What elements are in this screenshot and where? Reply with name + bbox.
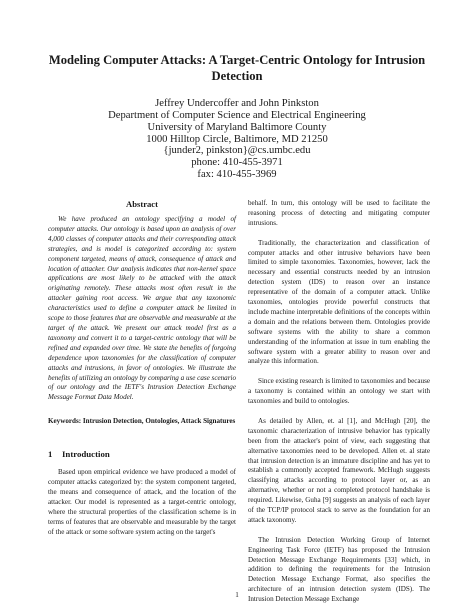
body-paragraph: As detailed by Allen, et. al [1], and McHugh [20], the taxonomic characterization of intrusive behavior has typically been from the attacker's point of view, each suggesting that alternative taxonomies need to be developed. Allen et. al state that intrusion detection is an immature discipline and has yet to establish a commonly accepted framework. McHugh suggests classifying attacks according to protocol layer or, as an alternative, whether or not a completed protocol handshake is required. Likewise, Guha [9] suggests an analysis of each layer of the TCP/IP protocol stack to serve as the foundation for an attack taxonomy. [248, 416, 430, 524]
page-number: 1 [235, 591, 239, 599]
right-column [248, 199, 430, 605]
abstract-heading: Abstract [126, 199, 158, 209]
author-phone: phone: 410-455-3971 [191, 157, 283, 169]
author-address: 1000 Hilltop Circle, Baltimore, MD 21250 [146, 133, 328, 145]
author-names: Jeffrey Undercoffer and John Pinkston [155, 98, 319, 109]
section-number: 1 [48, 449, 53, 460]
author-email: {junder2, pinkston}@cs.umbc.edu [163, 145, 311, 157]
author-university: University of Maryland Baltimore County [147, 121, 327, 133]
introduction-paragraph: Based upon empirical evidence we have produced a model of computer attacks categorized by: the system component targeted, the means and consequence of attack, and the location of the attacker. Our model is represented as a target-centric ontology, where the structural properties of the classification scheme is in terms of features that are observable and measurable by the target of the attack or some software system acting on the target's [48, 468, 236, 536]
body-paragraph: The Intrusion Detection Working Group of Internet Engineering Task Force (IETF) has proposed the Intrusion Detection Message Exchange Requirements [33] which, in addition to defining the requirements for the Intrusion Detection Message Exchange Format, also specifies the architecture of an intrusion detection system (IDS). The Intrusion Detection Message Exchange [248, 535, 430, 604]
body-paragraph: Traditionally, the characterization and classification of computer attacks and other intrusive behaviors have been limited to simple taxonomies. Taxonomies, however, lack the necessary and essential constructs needed by an intrusion detection system (IDS) to reason over an instance representative of the domain of a computer attack. Unlike taxonomies, ontologies provide powerful constructs that include machine interpretable definitions of the concepts within a domain and the relations between them. Ontologies provide software systems with the ability to share a common understanding of the information at issue in turn enabling the software system with a greater ability to reason over and analyze this information. [248, 238, 430, 366]
paper-title: Modeling Computer Attacks: A Target-Centric Ontology for Intrusion Detection [48, 53, 426, 83]
left-column [48, 198, 236, 537]
abstract-paragraph: We have produced an ontology specifying a model of computer attacks. Our ontology is based upon an analysis of over 4,000 classes of computer attacks and their corresponding attack strategies, and is model is categorized according to: system component targeted, means of attack, consequence of attack and location of attacker. Our analysis indicates that non-kernel space applications are most likely to be attacked with the attack originating remotely. These attacks most often result in the attacker gaining root access. We argue that any taxonomic characteristics used to define a computer attack be limited in scope to those features that are observable and measurable at the target of the attack. We present our attack model first as a taxonomy and convert it to a target-centric ontology that will be refined and expanded over time. We state the benefits of forgoing dependence upon taxonomies for the classification of computer attacks and intrusions, in favor of ontologies. We illustrate the benefits of utilizing an ontology by comparing a use case scenario of our ontology and the IETF's Intrusion Detection Exchange Message Format Data Model. [48, 215, 236, 402]
author-block [40, 98, 434, 181]
keywords: Keywords: Intrusion Detection, Ontologies, Attack Signatures [48, 417, 236, 426]
introduction-body [48, 468, 236, 537]
section-title: Introduction [62, 449, 110, 460]
section-heading-introduction [48, 448, 236, 460]
author-department: Department of Computer Science and Electrical Engineering [108, 109, 366, 121]
body-paragraph: Since existing research is limited to taxonomies and because a taxonomy is contained within an ontology we start with taxonomies and build to ontologies. [248, 377, 430, 406]
body-paragraph: behalf. In turn, this ontology will be used to facilitate the reasoning process of detecting and mitigating computer intrusions. [248, 199, 430, 227]
author-fax: fax: 410-455-3969 [197, 169, 277, 181]
abstract-body [48, 215, 236, 403]
